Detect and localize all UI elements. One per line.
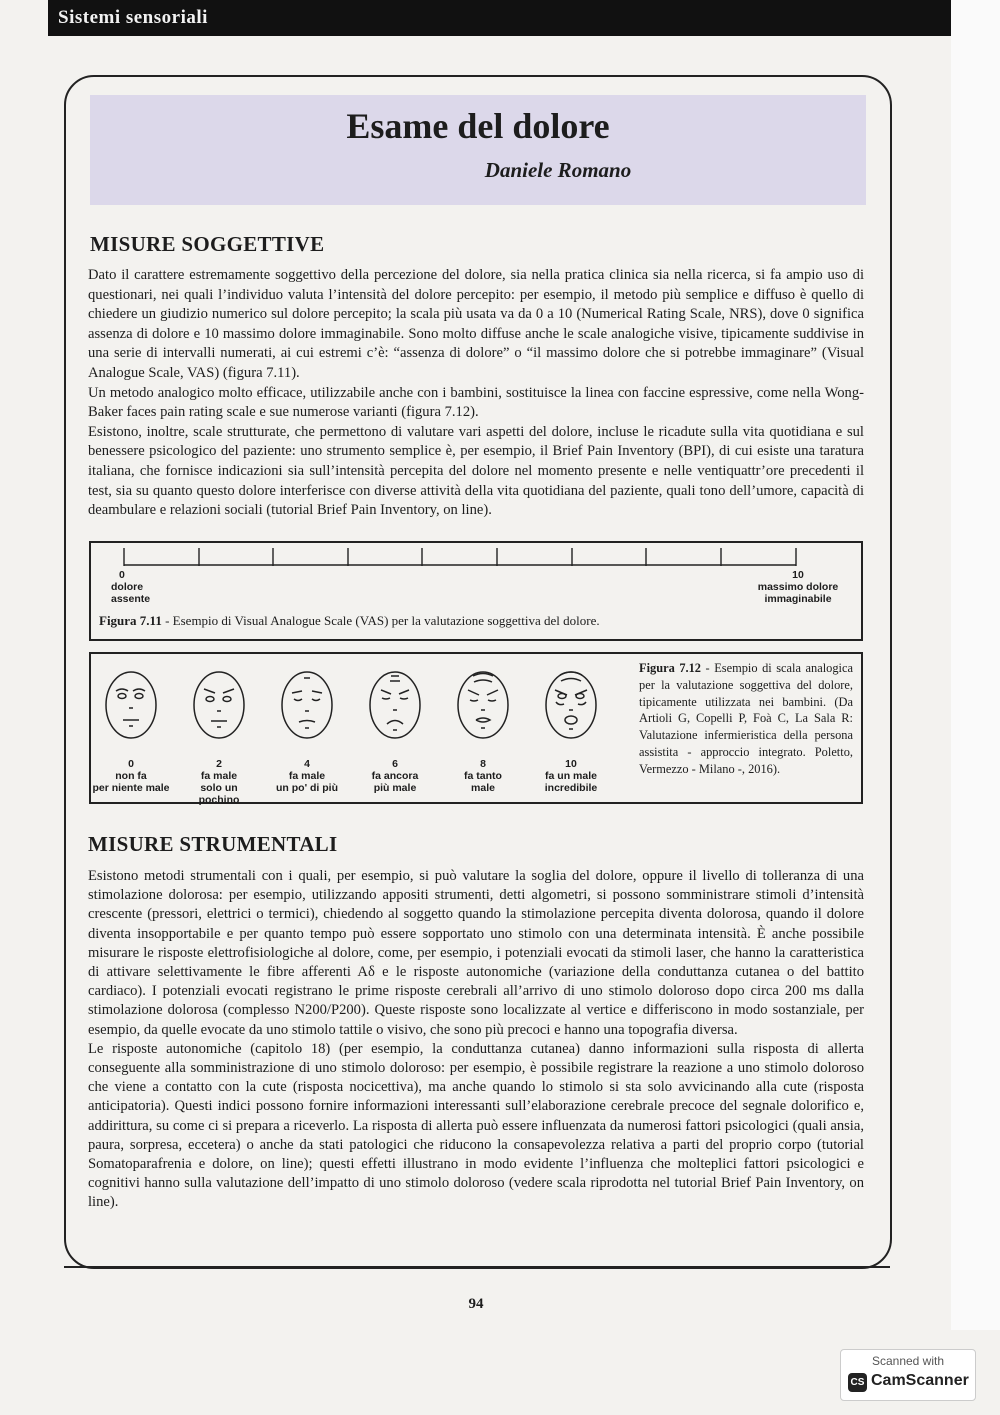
face-label-4 <box>267 758 347 794</box>
face-text: più male <box>373 782 417 794</box>
section-heading-subjective: MISURE SOGGETTIVE <box>90 232 325 256</box>
paragraph: Le risposte autonomiche (capitolo 18) (per esempio, la conduttanza cutanea) danno informazioni sulla risposta di allerta conseguente alla somministrazione di uno stimolo doloroso: per esempio, è possibile registrare la reazione a uno stimolo doloroso che viene a contatto con la cute (risposta nocicettiva), ma anche quando lo stimolo si sta solo avvicinando alla cute (risposta anticipatoria). Questi indici possono fornire informazioni interessanti sull’elaborazione cerebrale precoce del segnale dolorifico e, addirittura, su come ci si prepara a riceverlo. La risposta di allerta può essere influenzata da numerosi fattori psicologici (quali ansia, paura, sorpresa, eccetera) o anche da stati patologici che riducono la consapevolezza relativa a parti del proprio corpo (tutorial Somatoparafrenia e dolore, on line); questi effetti illustrano in modo evidente l’influenza che molteplici fattori psicologici e cognitivi hanno sulla valutazione dell’impatto di uno stimolo doloroso (vedere scala riprodotta nel tutorial Brief Pain Inventory, on line). <box>88 1040 864 1211</box>
vas-max-text: immaginabile <box>764 593 832 605</box>
page-title: Esame del dolore <box>346 106 610 146</box>
face-2-icon <box>194 672 244 738</box>
face-value: 8 <box>480 758 486 770</box>
face-4-icon <box>282 672 332 738</box>
face-text: non fa <box>115 770 147 782</box>
watermark-text: Scanned with <box>871 1354 945 1368</box>
caption-text: - Esempio di scala analogica per la valutazione soggettiva del dolore, tipicamente utilizzata nei bambini. (Da Artioli G, Copelli P, Foà C, La Sala R: Valutazione infermieristica della persona assistita - approccio integrato. Poletto, Vermezzo - Milano -, 2016). <box>639 661 853 776</box>
face-6-icon <box>370 672 420 738</box>
page-edge <box>951 0 1000 1330</box>
vas-max-label <box>743 569 853 605</box>
faces-drawing <box>91 658 631 758</box>
face-value: 10 <box>565 758 577 770</box>
figure-caption <box>639 660 853 778</box>
face-label-6 <box>355 758 435 794</box>
face-0-icon <box>106 672 156 738</box>
frame-bottom-rule <box>64 1266 890 1268</box>
title-banner <box>90 95 866 205</box>
face-value: 2 <box>216 758 222 770</box>
vas-max-value: 10 <box>792 569 804 581</box>
face-text: un po' di più <box>276 782 338 794</box>
author-name: Daniele Romano <box>484 158 632 182</box>
face-text: fa tanto <box>464 770 502 782</box>
running-header-text: Sistemi sensoriali <box>58 7 208 28</box>
watermark-brand: CamScanner <box>871 1372 969 1389</box>
face-label-10 <box>531 758 611 794</box>
face-value: 6 <box>392 758 398 770</box>
face-text: per niente male <box>92 782 170 794</box>
paragraph: Esistono, inoltre, scale strutturate, che permettono di valutare vari aspetti del dolore, incluse le ricadute sulla vita quotidiana e sul benessere psicologico del paziente: uno strumento semplice è, per esempio, il Brief Pain Inventory (BPI), di cui esiste una taratura italiana, che fornisce indicazioni sia sull’intensità percepita del dolore nel momento presente e nelle ventiquattr’ore precedenti il test, sia su quanto questo dolore interferisce con diverse attività della vita quotidiana del paziente, quali tono dell’umore, capacità di deambulare e relazioni sociali (tutorial Brief Pain Inventory, on line). <box>88 423 864 519</box>
section-subjective-body <box>88 266 864 521</box>
section-instrumental-body <box>88 867 864 1213</box>
paragraph: Dato il carattere estremamente soggettivo della percezione del dolore, sia nella pratica clinica sia nella ricerca, si fa ampio uso di questionari, nei quali l’individuo valuta l’intensità del dolore percepito: per esempio, il metodo più semplice e diffuso è quello di chiedere un giudizio numerico sul dolore percepito; la scala più usata va da 0 a 10 (Numerical Rating Scale, NRS), dove 0 significa assenza di dolore e 10 massimo dolore immaginabile. Sono molto diffuse anche le scale analogiche visive, tipicamente suddivise in una serie di intervalli numerati, ai cui estremi c’è: “assenza di dolore” o “il massimo dolore che si potrebbe immaginare” (Visual Analogue Scale, VAS) (figura 7.11). <box>88 267 864 381</box>
face-text: male <box>471 782 495 794</box>
face-text: fa male <box>288 770 326 782</box>
paragraph: Un metodo analogico molto efficace, utilizzabile anche con i bambini, sostituisce la linea con faccine espressive, come nella Wong-Baker faces pain rating scale e sue numerose varianti (figura 7.12). <box>88 384 864 421</box>
face-text: fa male <box>200 770 238 782</box>
face-label-0 <box>91 758 171 794</box>
face-text: incredibile <box>544 782 598 794</box>
figure-faces-scale <box>89 652 863 804</box>
vas-min-text: assente <box>111 593 151 605</box>
vas-min-value: 0 <box>119 569 125 581</box>
face-text: solo un pochino <box>198 782 240 806</box>
paragraph: Esistono metodi strumentali con i quali, per esempio, si può valutare la soglia del dolore, oppure il livello di tolleranza di una stimolazione dolorosa: per esempio, utilizzando appositi strumenti, detti algometri, si possono somministrare stimoli d’intensità crescente (pressori, elettrici o termici), chiedendo al soggetto quando la stimolazione percepita diventa dolorosa, quando il dolore diventa insopportabile e per quanto tempo può essere sopportato uno stimolo con una determinata intensità. È anche possibile misurare le risposte elettrofisiologiche al dolore, come, per esempio, i potenziali evocati da stimoli laser, che hanno la caratteristica di attivare selettivamente le fibre afferenti Aδ e le risposte autonomiche (variazione della conduttanza cutanea o del battito cardiaco). I potenziali evocati registrano le prime risposte cerebrali all’arrivo di uno stimolo doloroso dopo circa 200 ms dalla stimolazione dolorosa (complesso N200/P200). Queste risposte sono localizzate al vertice e differiscono in modo sostanziale, per esempio, da quelle evocate da uno stimolo tattile o visivo, che sono più precoci e hanno una topografia diversa. <box>88 868 864 1038</box>
vas-min-text: dolore <box>111 581 144 593</box>
face-10-icon <box>546 672 596 738</box>
face-label-8 <box>443 758 523 794</box>
face-label-2 <box>179 758 259 806</box>
vas-min-label <box>111 569 150 605</box>
camscanner-logo-icon: CS <box>848 1373 867 1392</box>
section-heading-instrumental: MISURE STRUMENTALI <box>88 832 338 856</box>
caption-label: Figura 7.12 <box>639 661 702 675</box>
figure-vas <box>89 541 863 641</box>
face-8-icon <box>458 672 508 738</box>
caption-text: - Esempio di Visual Analogue Scale (VAS) per la valutazione soggettiva del dolore. <box>161 613 600 628</box>
figure-caption <box>99 613 600 629</box>
caption-label: Figura 7.11 <box>99 613 162 628</box>
face-value: 4 <box>304 758 310 770</box>
running-header <box>48 0 951 36</box>
scanner-watermark <box>840 1349 976 1401</box>
vas-max-text: massimo dolore <box>757 581 839 593</box>
face-value: 0 <box>128 758 134 770</box>
face-text: fa un male <box>545 770 597 782</box>
face-text: fa ancora <box>371 770 419 782</box>
page-number: 94 <box>468 1296 484 1312</box>
